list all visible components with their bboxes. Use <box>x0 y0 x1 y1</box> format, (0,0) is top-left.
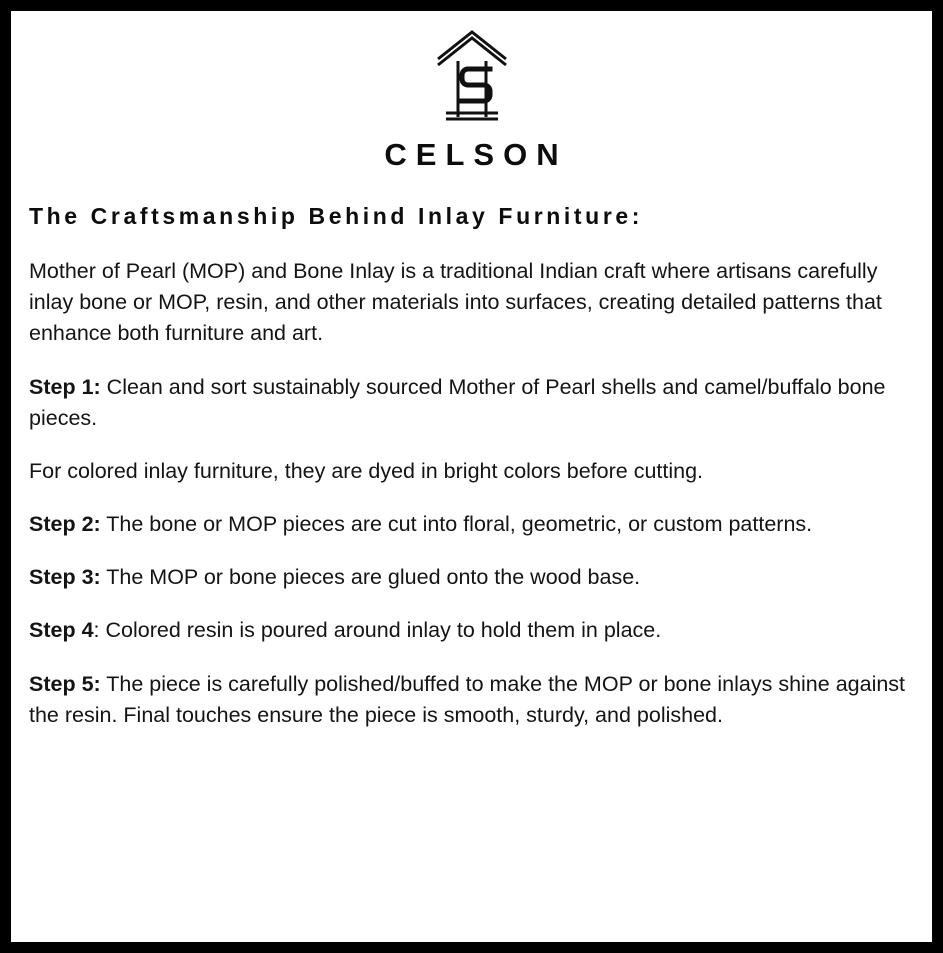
paragraph-label: Step 4 <box>29 618 94 643</box>
paragraph-text: Clean and sort sustainably sourced Mother of Pearl shells and camel/buffalo bone pieces. <box>29 374 886 430</box>
brand-block <box>29 21 914 173</box>
paragraph-text: The bone or MOP pieces are cut into floral, geometric, or custom patterns. <box>100 512 813 537</box>
body-copy <box>29 256 914 731</box>
paragraph-label: Step 1: <box>29 374 101 399</box>
paragraph-colored-inlay-note <box>29 456 914 487</box>
paragraph-label: Step 2: <box>29 512 101 537</box>
paragraph-intro <box>29 256 914 350</box>
paragraph-step-4 <box>29 615 914 646</box>
house-monogram-icon <box>424 25 520 121</box>
paragraph-text: The MOP or bone pieces are glued onto the wood base. <box>100 565 641 590</box>
paragraph-step-2 <box>29 509 914 540</box>
paragraph-step-5 <box>29 669 914 731</box>
paragraph-label: Step 3: <box>29 565 101 590</box>
page-title: The Craftsmanship Behind Inlay Furniture: <box>29 203 644 229</box>
paragraph-text: : Colored resin is poured around inlay to hold them in place. <box>93 618 662 643</box>
paragraph-step-1 <box>29 372 914 434</box>
paragraph-text: Mother of Pearl (MOP) and Bone Inlay is a traditional Indian craft where artisans carefully inlay bone or MOP, resin, and other materials into surfaces, creating detailed patterns that enhance both furniture and art. <box>29 259 882 346</box>
paragraph-text: The piece is carefully polished/buffed to make the MOP or bone inlays shine against the resin. Final touches ensure the piece is smooth, sturdy, and polished. <box>29 671 906 727</box>
paragraph-label: Step 5: <box>29 671 101 696</box>
brand-name: CELSON <box>384 137 568 172</box>
paragraph-step-3 <box>29 562 914 593</box>
paragraph-text: For colored inlay furniture, they are dyed in bright colors before cutting. <box>29 458 704 483</box>
